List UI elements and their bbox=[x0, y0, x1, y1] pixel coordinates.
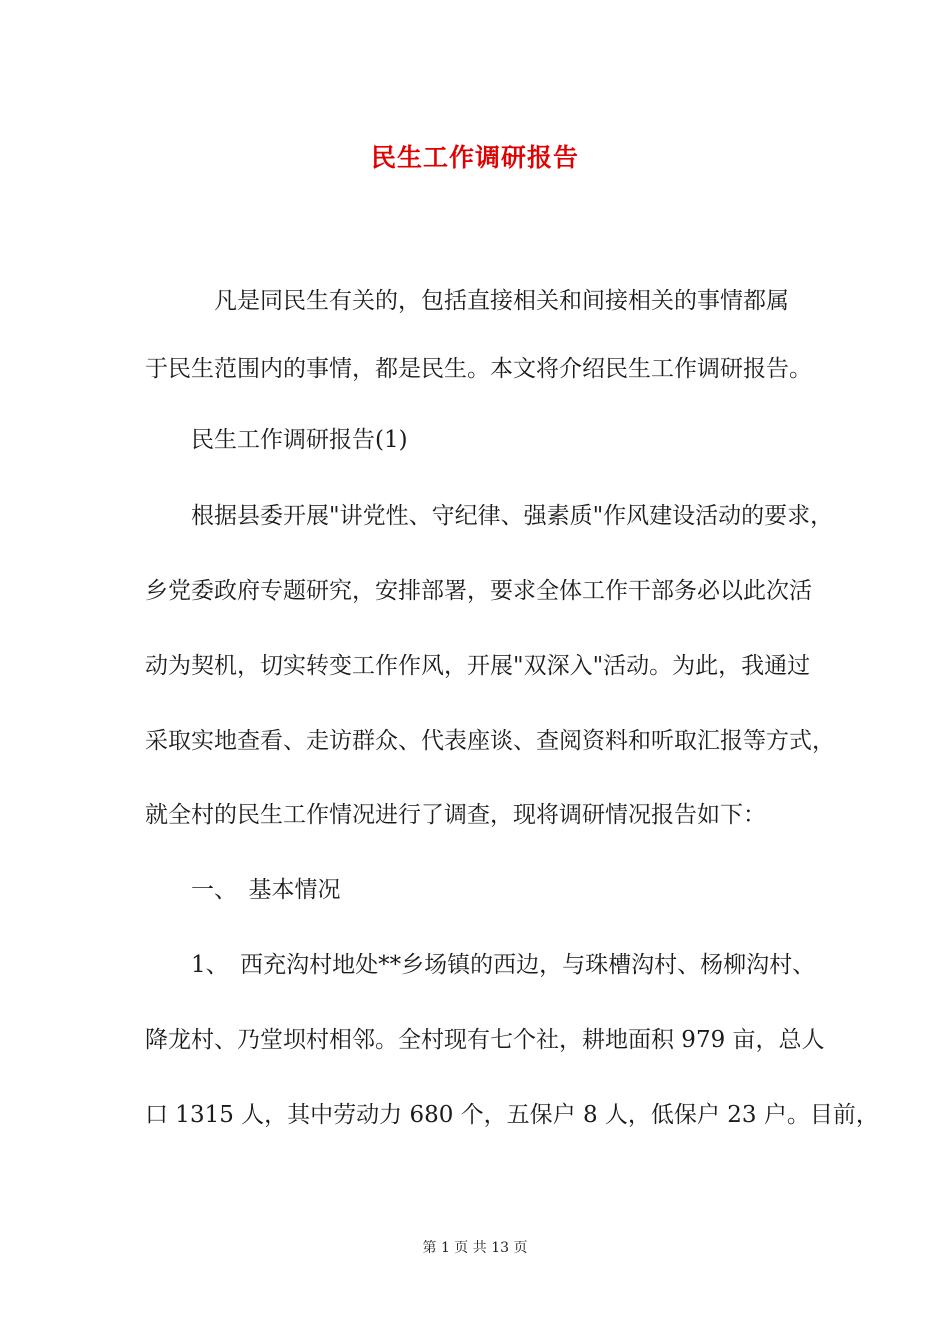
body-line: 凡是同民生有关的，包括直接相关和间接相关的事情都属 bbox=[145, 288, 789, 314]
section-heading: 民生工作调研报告(1) bbox=[145, 427, 408, 453]
section-heading: 一、 基本情况 bbox=[145, 877, 341, 903]
body-line: 乡党委政府专题研究，安排部署，要求全体工作干部务必以此次活 bbox=[145, 578, 812, 604]
body-line: 动为契机，切实转变工作作风，开展"双深入"活动。为此，我通过 bbox=[145, 653, 811, 679]
body-line: 降龙村、乃堂坝村相邻。全村现有七个社，耕地面积 979 亩，总人 bbox=[145, 1027, 825, 1053]
body-line: 口 1315 人，其中劳动力 680 个，五保户 8 人，低保户 23 户。目前， bbox=[145, 1102, 879, 1128]
body-line: 于民生范围内的事情，都是民生。本文将介绍民生工作调研报告。 bbox=[145, 356, 812, 382]
page-number: 第 1 页 共 13 页 bbox=[422, 1240, 528, 1256]
body-line: 1、 西充沟村地处**乡场镇的西边，与珠槽沟村、杨柳沟村、 bbox=[145, 952, 816, 978]
body-line: 采取实地查看、走访群众、代表座谈、查阅资料和听取汇报等方式， bbox=[145, 728, 835, 754]
body-line: 就全村的民生工作情况进行了调查，现将调研情况报告如下： bbox=[145, 802, 766, 828]
body-line: 根据县委开展"讲党性、守纪律、强素质"作风建设活动的要求， bbox=[145, 503, 834, 529]
document-title: 民生工作调研报告 bbox=[370, 143, 579, 172]
